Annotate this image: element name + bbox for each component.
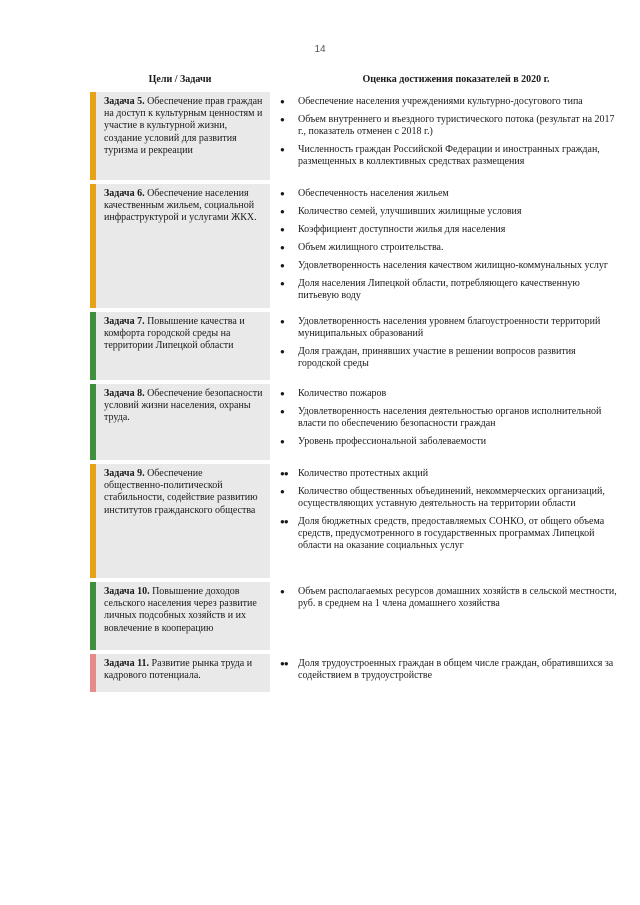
task-cell [90,654,270,692]
header-goals: Цели / Задачи [148,74,212,85]
indicator-item [280,260,620,272]
status-dot-icon: ● [280,97,284,106]
task-title: Задача 10. [104,586,150,597]
indicator-list [280,188,620,308]
status-dot-icon: ● [280,317,284,326]
indicator-list [280,388,620,454]
indicator-item [280,316,620,340]
task-text: Обеспечение населения качественным жильем, социальной инфраструктурой и услугами ЖКХ. [104,188,257,224]
table-header [90,74,630,88]
status-dot-icon: ●● [280,517,288,526]
task-text: Обеспечение прав граждан на доступ к культурным ценностям и участие в культурной жизни, создание условий для развития туризма и рекреации [104,96,263,156]
indicator-text: Количество семей, улучшивших жилищные условия [298,206,522,217]
indicator-text: Удовлетворенность населения деятельностью органов исполнительной власти по обеспечению безопасности граждан [298,406,602,429]
task-cell [90,384,270,460]
status-dot-icon: ● [280,487,284,496]
indicator-text: Удовлетворенность населения качеством жилищно-коммунальных услуг [298,260,608,271]
page-number: 14 [314,44,326,55]
task-row [90,92,630,180]
task-row [90,654,630,692]
task-title: Задача 11. [104,658,150,669]
indicator-item [280,96,620,108]
indicator-list [280,586,620,616]
task-text: Повышение качества и комфорта городской среды на территории Липецкой области [104,316,245,352]
indicator-list [280,316,620,376]
indicator-list [280,468,620,558]
task-cell [90,92,270,180]
status-dot-icon: ● [280,145,284,154]
task-title: Задача 6. [104,188,145,199]
task-text: Обеспечение общественно-политической стабильности, содействие развитию институтов гражданского общества [104,468,258,516]
indicator-item [280,346,620,370]
indicator-item [280,114,620,138]
indicator-text: Объем внутреннего и въездного туристического потока (результат на 2017 г., показатель отменен с 2018 г.) [298,114,615,137]
indicator-item [280,436,620,448]
indicator-item [280,388,620,400]
indicator-item [280,586,620,610]
indicator-text: Обеспечение населения учреждениями культурно-досугового типа [298,96,583,107]
task-cell [90,582,270,650]
indicator-item [280,658,620,682]
status-dot-icon: ● [280,261,284,270]
status-dot-icon: ●● [280,469,288,478]
task-row [90,312,630,380]
indicator-item [280,516,620,552]
indicator-item [280,188,620,200]
indicator-text: Количество протестных акций [298,468,429,479]
indicator-text: Количество общественных объединений, некоммерческих организаций, осуществляющих уставную деятельность на территории области [298,486,605,509]
task-title: Задача 7. [104,316,145,327]
indicator-text: Доля населения Липецкой области, потребляющего качественную питьевую воду [298,278,580,301]
indicator-text: Доля трудоустроенных граждан в общем числе граждан, обратившихся за содействием в трудоустройстве [298,658,614,681]
status-dot-icon: ● [280,389,284,398]
status-dot-icon: ● [280,189,284,198]
task-cell [90,464,270,578]
indicator-item [280,486,620,510]
status-dot-icon: ● [280,207,284,216]
indicator-text: Уровень профессиональной заболеваемости [298,436,487,447]
task-row [90,464,630,578]
task-row [90,184,630,308]
indicator-item [280,206,620,218]
status-dot-icon: ●● [280,659,288,668]
task-row [90,384,630,460]
task-table [90,92,630,696]
indicator-list [280,96,620,174]
status-dot-icon: ● [280,407,284,416]
indicator-text: Коэффициент доступности жилья для населения [298,224,506,235]
indicator-text: Объем жилищного строительства. [298,242,444,253]
indicator-text: Доля граждан, принявших участие в решении вопросов развития городской среды [298,346,576,369]
status-dot-icon: ● [280,437,284,446]
indicator-text: Количество пожаров [298,388,387,399]
status-dot-icon: ● [280,279,284,288]
indicator-text: Численность граждан Российской Федерации и иностранных граждан, размещенных в коллективных средствах размещения [298,144,600,167]
task-text: Повышение доходов сельского населения через развитие личных подсобных хозяйств и их вовлечение в кооперацию [104,586,257,634]
status-dot-icon: ● [280,115,284,124]
task-row [90,582,630,650]
task-text: Обеспечение безопасности условий жизни населения, охраны труда. [104,388,263,424]
indicator-text: Доля бюджетных средств, предоставляемых СОНКО, от общего объема средств, предусмотренного в государственных программах Липецкой области на оказание социальных услуг [298,516,605,551]
task-title: Задача 9. [104,468,145,479]
indicator-item [280,224,620,236]
indicator-text: Обеспеченность населения жильем [298,188,449,199]
indicator-item [280,406,620,430]
indicator-item [280,242,620,254]
header-assessment: Оценка достижения показателей в 2020 г. [362,74,550,85]
status-dot-icon: ● [280,225,284,234]
indicator-list [280,658,620,688]
indicator-item [280,144,620,168]
indicator-item [280,278,620,302]
task-title: Задача 8. [104,388,145,399]
status-dot-icon: ● [280,347,284,356]
task-title: Задача 5. [104,96,145,107]
status-dot-icon: ● [280,243,284,252]
indicator-text: Удовлетворенность населения уровнем благоустроенности территорий муниципальных образований [298,316,601,339]
task-cell [90,312,270,380]
task-text: Развитие рынка труда и кадрового потенциала. [104,658,253,682]
status-dot-icon: ● [280,587,284,596]
task-cell [90,184,270,308]
indicator-item [280,468,620,480]
indicator-text: Объем располагаемых ресурсов домашних хозяйств в сельской местности, руб. в среднем на 1 члена домашнего хозяйства [298,586,617,609]
